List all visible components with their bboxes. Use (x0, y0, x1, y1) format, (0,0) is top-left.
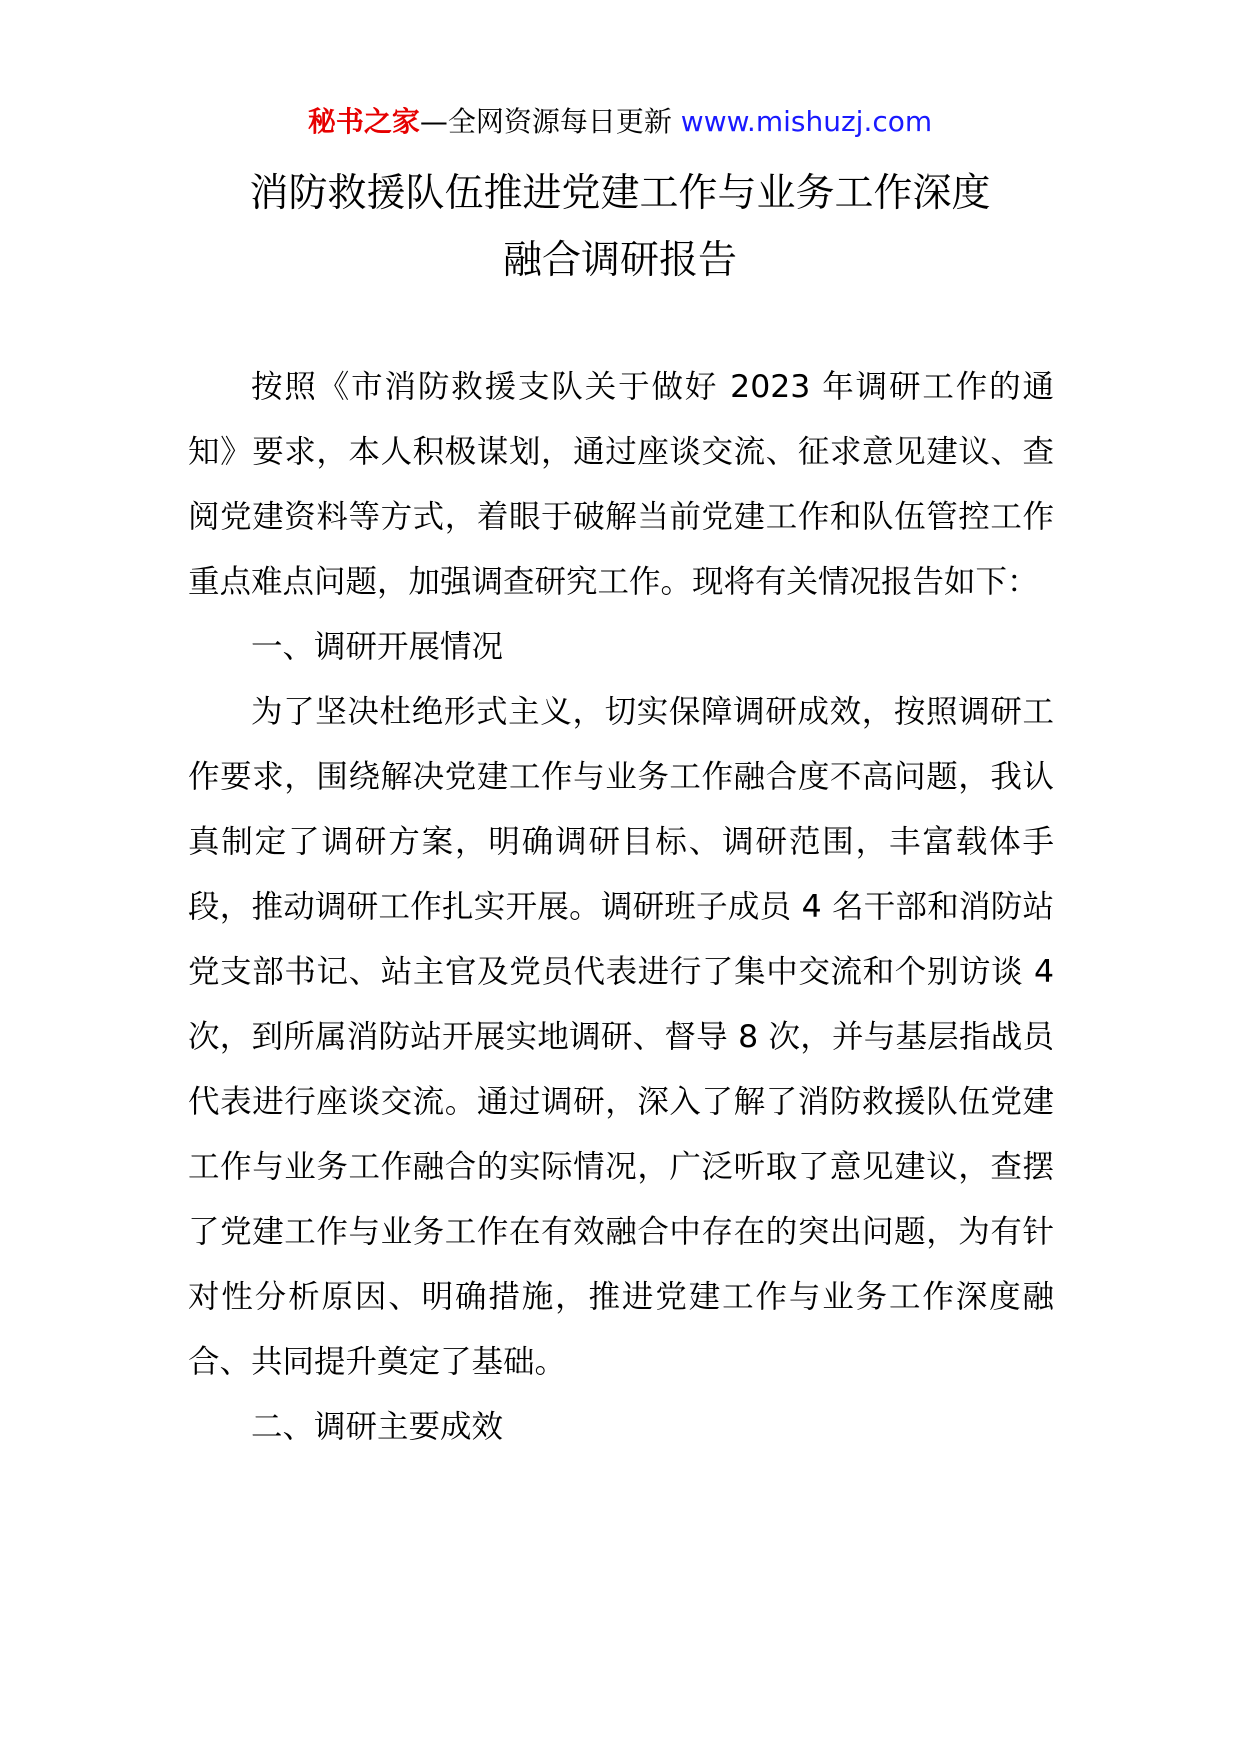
site-header (0, 102, 1240, 142)
document-body (188, 355, 1054, 1460)
paragraph-intro: 按照《市消防救援支队关于做好 2023 年调研工作的通知》要求，本人积极谋划，通过座谈交流、征求意见建议、查阅党建资料等方式，着眼于破解当前党建工作和队伍管控工作重点难点问题，加强调查研究工作。现将有关情况报告如下： (188, 369, 1054, 600)
paragraph-section-1: 为了坚决杜绝形式主义，切实保障调研成效，按照调研工作要求，围绕解决党建工作与业务工作融合度不高问题，我认真制定了调研方案，明确调研目标、调研范围，丰富载体手段，推动调研工作扎实开展。调研班子成员 4 名干部和消防站党支部书记、站主官及党员代表进行了集中交流和个别访谈 4 次，到所属消防站开展实地调研、督导 8 次，并与基层指战员代表进行座谈交流。通过调研，深入了解了消防救援队伍党建工作与业务工作融合的实际情况，广泛听取了意见建议，查摆了党建工作与业务工作在有效融合中存在的突出问题，为有针对性分析原因、明确措施，推进党建工作与业务工作深度融合、共同提升奠定了基础。 (188, 694, 1054, 1380)
brand-name: 秘书之家 (307, 105, 420, 138)
section-heading-1: 一、调研开展情况 (251, 629, 504, 665)
header-tagline: —全网资源每日更新 (419, 105, 672, 138)
site-url-link[interactable]: www.mishuzj.com (680, 105, 933, 138)
document-title (0, 160, 1240, 294)
title-line-1: 消防救援队伍推进党建工作与业务工作深度 (249, 171, 991, 216)
section-heading-2: 二、调研主要成效 (251, 1409, 504, 1445)
title-line-2: 融合调研报告 (502, 238, 737, 283)
